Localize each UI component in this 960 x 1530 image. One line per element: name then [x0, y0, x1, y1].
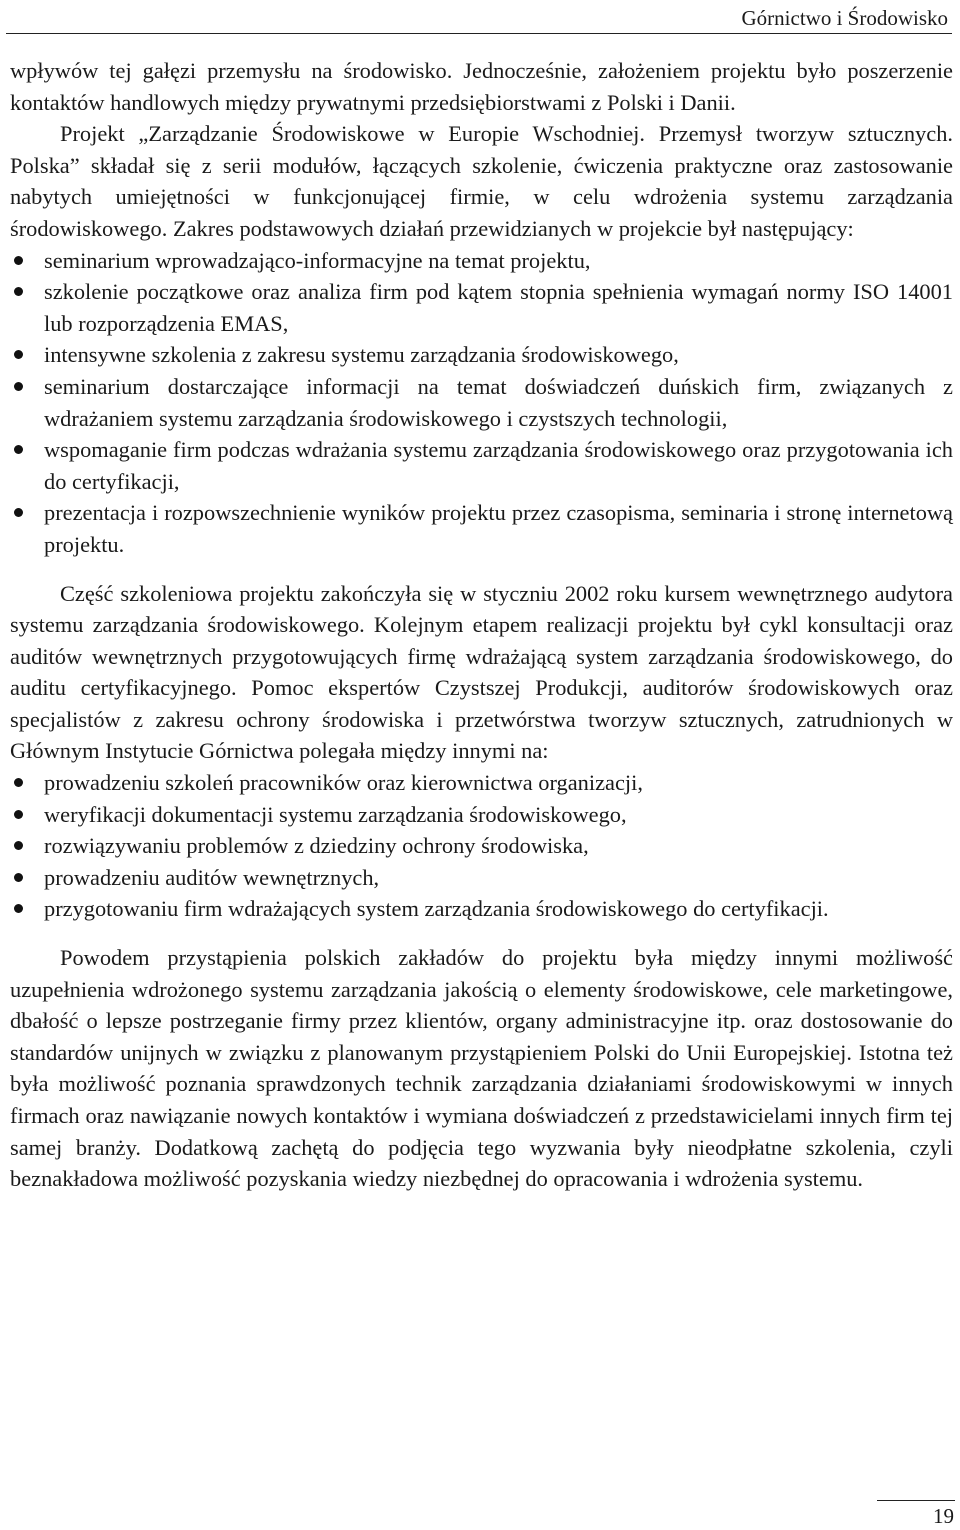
bullet-icon — [14, 382, 23, 391]
list-item: prowadzeniu auditów wewnętrznych, — [10, 862, 953, 894]
list-item: prowadzeniu szkoleń pracowników oraz kierownictwa organizacji, — [10, 767, 953, 799]
page-body — [10, 55, 953, 1195]
bullet-icon — [14, 256, 23, 265]
bullet-icon — [14, 287, 23, 296]
expert-support-list — [10, 767, 953, 925]
intro-paragraph: wpływów tej gałęzi przemysłu na środowisko. Jednocześnie, założeniem projektu było poszerzenie kontaktów handlowych między prywatnymi przedsiębiorstwami z Polski i Danii. — [10, 58, 953, 115]
bullet-icon — [14, 904, 23, 913]
list-item: seminarium wprowadzająco-informacyjne na temat projektu, — [10, 245, 953, 277]
bullet-icon — [14, 350, 23, 359]
footer-rule — [877, 1500, 955, 1501]
bullet-icon — [14, 508, 23, 517]
bullet-icon — [14, 778, 23, 787]
bullet-icon — [14, 445, 23, 454]
list-item: przygotowaniu firm wdrażających system zarządzania środowiskowego do certyfikacji. — [10, 893, 953, 925]
bullet-icon — [14, 841, 23, 850]
project-activities-list — [10, 245, 953, 561]
list-item: seminarium dostarczające informacji na temat doświadczeń duńskich firm, związanych z wdrażaniem systemu zarządzania środowiskowego i czystszych technologii, — [10, 371, 953, 434]
list-item: wspomaganie firm podczas wdrażania systemu zarządzania środowiskowego oraz przygotowania ich do certyfikacji, — [10, 434, 953, 497]
list-item: szkolenie początkowe oraz analiza firm pod kątem stopnia spełnienia wymagań normy ISO 14001 lub rozporządzenia EMAS, — [10, 276, 953, 339]
list-item: intensywne szkolenia z zakresu systemu zarządzania środowiskowego, — [10, 339, 953, 371]
reason-paragraph: Powodem przystąpienia polskich zakładów do projektu była między innymi możliwość uzupełnienia wdrożonego systemu zarządzania jakością o elementy środowiskowe, cele marketingowe, dbałość o lepsze postrzeganie firmy przez klientów, organy administracyjne itp. oraz dostosowanie do standardów unijnych w związku z planowanym przystąpieniem Polski do Unii Europejskiej. Istotna też była możliwość poznania sprawdzonych technik zarządzania działaniami środowiskowymi w innych firmach oraz nawiązanie nowych kontaktów i wymiana doświadczeń z przedstawicielami innych firm tej samej branży. Dodatkową zachętą do podjęcia tego wyzwania były nieodpłatne szkolenia, czyli beznakładowa możliwość pozyskania wiedzy niezbędnej do opracowania i wdrożenia systemu. — [10, 945, 953, 1192]
project-paragraph: Projekt „Zarządzanie Środowiskowe w Europie Wschodniej. Przemysł tworzyw sztucznych. Polska” składał się z serii modułów, łączących szkolenie, ćwiczenia praktyczne oraz zastosowanie nabytych umiejętności w funkcjonującej firmie, w celu wdrożenia systemu zarządzania środowiskowego. Zakres podstawowych działań przewidzianych w projekcie był następujący: — [10, 121, 953, 241]
bullet-icon — [14, 873, 23, 882]
bullet-icon — [14, 810, 23, 819]
list-item: weryfikacji dokumentacji systemu zarządzania środowiskowego, — [10, 799, 953, 831]
training-paragraph: Część szkoleniowa projektu zakończyła się w styczniu 2002 roku kursem wewnętrznego audytora systemu zarządzania środowiskowego. Kolejnym etapem realizacji projektu był cykl konsultacji oraz auditów wewnętrznych przygotowujących firmę wdrażającą system zarządzania środowiskowego, do auditu certyfikacyjnego. Pomoc ekspertów Czystszej Produkcji, auditorów środowiskowych oraz specjalistów z zakresu ochrony środowiska i przetwórstwa tworzyw sztucznych, zatrudnionych w Głównym Instytucie Górnictwa polegała między innymi na: — [10, 580, 953, 764]
journal-title: Górnictwo i Środowisko — [741, 6, 948, 30]
list-item: prezentacja i rozpowszechnienie wyników projektu przez czasopisma, seminaria i stronę internetową projektu. — [10, 497, 953, 560]
page-number: 19 — [933, 1504, 954, 1528]
list-item: rozwiązywaniu problemów z dziedziny ochrony środowiska, — [10, 830, 953, 862]
running-header — [6, 4, 952, 34]
